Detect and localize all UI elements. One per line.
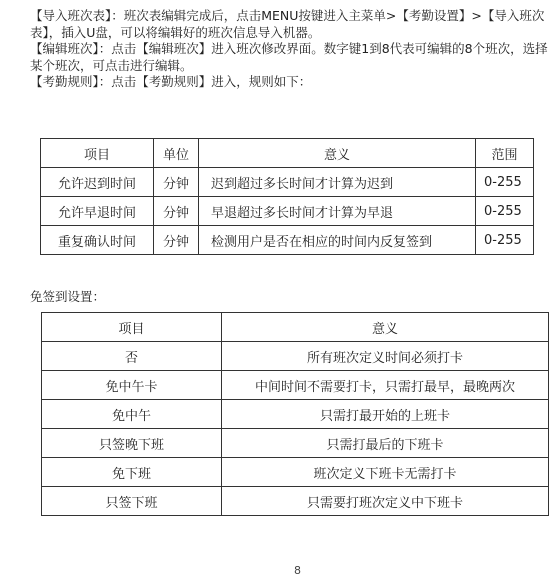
- attendance-rules-table: [40, 138, 534, 255]
- table-cell: 允许迟到时间: [41, 168, 154, 197]
- table-cell: 允许早退时间: [41, 197, 154, 226]
- table-cell: 只签下班: [42, 487, 222, 516]
- table-cell: 免中午: [42, 400, 222, 429]
- table-cell: 班次定义下班卡无需打卡: [222, 458, 549, 487]
- exempt-settings-table: [41, 312, 549, 516]
- table-cell: 检测用户是否在相应的时间内反复签到: [199, 226, 476, 255]
- table-cell: 分钟: [154, 226, 199, 255]
- header-item: 项目: [42, 313, 222, 342]
- table-row: [41, 197, 534, 226]
- table-cell: 0-255: [476, 168, 534, 197]
- table-cell: 重复确认时间: [41, 226, 154, 255]
- table-cell: 只需打最开始的上班卡: [222, 400, 549, 429]
- table-cell: 只需打最后的下班卡: [222, 429, 549, 458]
- table-row: [41, 226, 534, 255]
- header-meaning: 意义: [222, 313, 549, 342]
- header-unit: 单位: [154, 139, 199, 168]
- table-row: [42, 429, 549, 458]
- intro-paragraphs: [30, 8, 550, 91]
- table-row: [42, 487, 549, 516]
- table-header-row: [42, 313, 549, 342]
- table-cell: 0-255: [476, 197, 534, 226]
- table-cell: 否: [42, 342, 222, 371]
- attendance-rule-paragraph: 【考勤规则】：点击【考勤规则】进入，规则如下：: [30, 74, 312, 89]
- header-meaning: 意义: [199, 139, 476, 168]
- header-range: 范围: [476, 139, 534, 168]
- table-cell: 迟到超过多长时间才计算为迟到: [199, 168, 476, 197]
- exempt-caption: 免签到设置：: [30, 289, 106, 304]
- table-row: [42, 458, 549, 487]
- table-cell: 免下班: [42, 458, 222, 487]
- table-row: [41, 168, 534, 197]
- table-cell: 免中午卡: [42, 371, 222, 400]
- header-item: 项目: [41, 139, 154, 168]
- table-cell: 中间时间不需要打卡，只需打最早，最晚两次: [222, 371, 549, 400]
- table-cell: 0-255: [476, 226, 534, 255]
- table-cell: 所有班次定义时间必须打卡: [222, 342, 549, 371]
- table-header-row: [41, 139, 534, 168]
- table-row: [42, 371, 549, 400]
- edit-shift-paragraph: 【编辑班次】：点击【编辑班次】进入班次修改界面。数字键1到8代表可编辑的8个班次，选择某个班次，可点击进行编辑。: [30, 41, 548, 73]
- table-cell: 只签晚下班: [42, 429, 222, 458]
- table-cell: 分钟: [154, 168, 199, 197]
- table-cell: 只需要打班次定义中下班卡: [222, 487, 549, 516]
- table-cell: 分钟: [154, 197, 199, 226]
- table-row: [42, 342, 549, 371]
- table-row: [42, 400, 549, 429]
- import-shift-paragraph: 【导入班次表】：班次表编辑完成后，点击MENU按键进入主菜单>【考勤设置】>【导入班次表】，插入U盘，可以将编辑好的班次信息导入机器。: [30, 8, 545, 40]
- page-number: 8: [294, 564, 301, 577]
- table-cell: 早退超过多长时间才计算为早退: [199, 197, 476, 226]
